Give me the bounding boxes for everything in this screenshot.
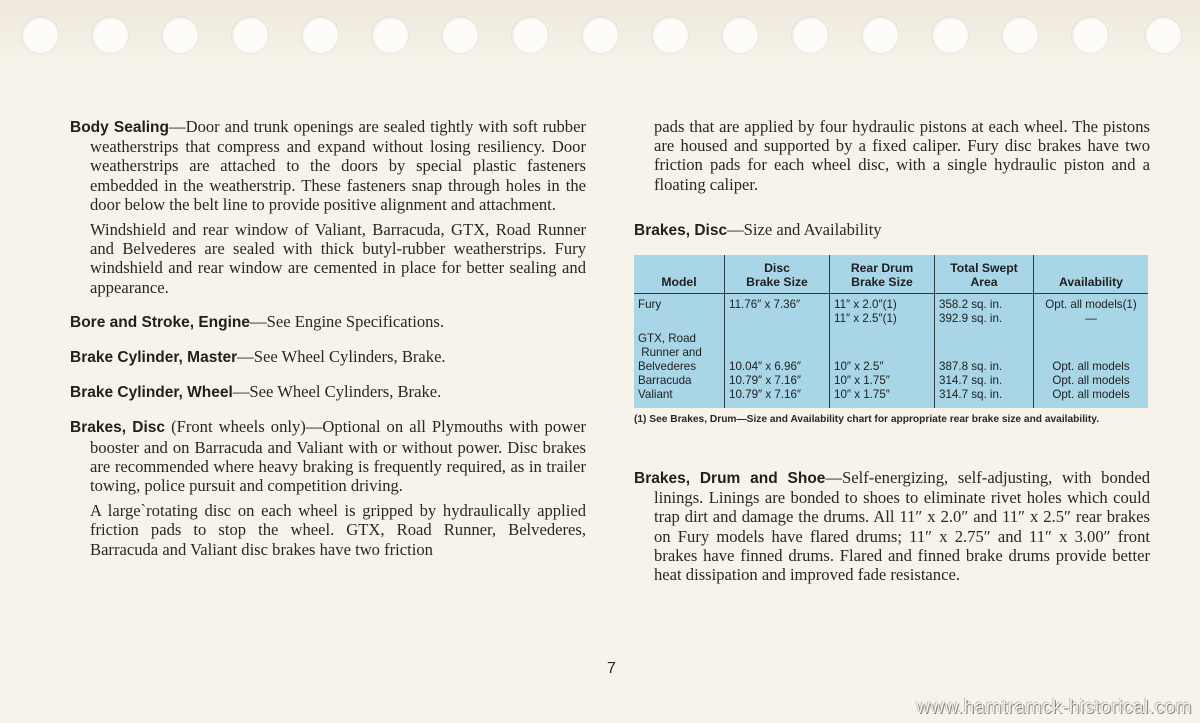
cell-model: Fury <box>638 298 662 311</box>
body-sealing-para <box>70 117 586 214</box>
binding-hole <box>1002 17 1038 53</box>
cell-model: GTX, Road Runner and Belvederes <box>638 332 702 373</box>
cell-avail: Opt. all models <box>1034 388 1149 408</box>
binding-hole <box>302 17 338 53</box>
binding-hole <box>92 17 128 53</box>
table-row-fury <box>634 294 1148 327</box>
page-number: 7 <box>607 660 616 677</box>
binding-hole <box>932 17 968 53</box>
binding-hole <box>652 17 688 53</box>
cell-disc: 10.04″ x 6.96″ <box>725 326 830 374</box>
brake-cyl-master-heading: Brake Cylinder, Master <box>70 349 238 367</box>
cell-disc: 11.76″ x 7.36″ <box>725 294 830 327</box>
right-column <box>634 117 1150 200</box>
brakes-drum-text: —Self-energizing, self-adjusting, with bonded linings. Linings are bonded to shoes to eliminate rivet holes which could trap dirt and damage the drums. All 11″ x 2.0″ and 11″ x 2.5″ rear brakes on Fury models have flared drums; 11″ x 2.75″ and 11″ x 3.00″ front brakes have finned drums. Flared and finned brake drums provide better heat dissipation and improved fade resistance. <box>654 468 1151 585</box>
binding-hole <box>1145 17 1181 53</box>
brakes-drum-para <box>634 468 1150 584</box>
cell-swept: 314.7 sq. in. <box>935 388 1034 408</box>
col-disc-brake-size: Disc Brake Size <box>725 255 830 294</box>
col-rear-drum-size: Rear Drum Brake Size <box>830 255 935 294</box>
cell-disc: 10.79″ x 7.16″ <box>725 374 830 388</box>
table-row-barracuda <box>634 374 1148 388</box>
cell-swept: 387.8 sq. in. <box>935 326 1034 374</box>
disc-spec-table-wrap <box>634 255 1150 425</box>
binding-hole <box>232 17 268 53</box>
disc-table-subheading: —Size and Availability <box>727 220 882 239</box>
brake-cyl-master-para <box>70 347 586 367</box>
body-sealing-para-2: Windshield and rear window of Valiant, Barracuda, GTX, Road Runner and Belvederes are sealed with thick butyl-rubber weatherstrips. Fury windshield and rear window are cemented in place for better sealing and appearance. <box>90 220 586 297</box>
cell-avail: Opt. all models <box>1034 374 1149 388</box>
binding-hole <box>442 17 478 53</box>
binding-hole <box>792 17 828 53</box>
col-availability: Availability <box>1034 255 1149 294</box>
brake-cyl-master-text: —See Wheel Cylinders, Brake. <box>237 347 446 367</box>
cell-model: Valiant <box>638 388 673 401</box>
disc-continuation-para: pads that are applied by four hydraulic pistons at each wheel. The pistons are housed and supported by a fixed caliper. Fury disc brakes have two friction pads for each wheel disc, with a single hydraulic piston and a floating caliper. <box>654 117 1150 194</box>
entry-brake-cylinder-master <box>70 347 586 367</box>
binding-hole <box>582 17 618 53</box>
cell-disc: 10.79″ x 7.16″ <box>725 388 830 408</box>
cell-avail: Opt. all models(1) — <box>1034 294 1149 327</box>
col-model: Model <box>634 255 725 294</box>
entry-bore-stroke <box>70 312 586 332</box>
cell-model: Barracuda <box>638 374 692 387</box>
bore-stroke-para <box>70 312 586 332</box>
binding-hole <box>162 17 198 53</box>
table-header-row <box>634 255 1148 294</box>
cell-rear: 10″ x 1.75″ <box>830 388 935 408</box>
brake-cyl-wheel-para <box>70 382 586 402</box>
brake-cyl-wheel-heading: Brake Cylinder, Wheel <box>70 384 233 402</box>
disc-table-heading: Brakes, Disc <box>634 222 728 239</box>
site-watermark: www.hamtramck-historical.com <box>916 697 1192 718</box>
cell-rear: 10″ x 1.75″ <box>830 374 935 388</box>
brakes-disc-text: (Front wheels only)—Optional on all Plymouths with power booster and on Barracuda and Valiant with or without power. Disc brakes are recommended where heavy braking is frequently required, as in trailer towing, police pursuit and competition driving. <box>90 417 587 496</box>
table-footnote: (1) See Brakes, Drum—Size and Availability chart for appropriate rear brake size and availability. <box>634 414 1100 425</box>
table-row-gtx <box>634 326 1148 374</box>
cell-avail: Opt. all models <box>1034 326 1149 374</box>
bore-stroke-heading: Bore and Stroke, Engine <box>70 313 251 331</box>
brakes-disc-heading: Brakes, Disc <box>70 419 165 437</box>
brake-cyl-wheel-text: —See Wheel Cylinders, Brake. <box>232 382 442 402</box>
cell-swept: 314.7 sq. in. <box>935 374 1034 388</box>
binding-hole <box>1072 17 1108 53</box>
body-sealing-heading: Body Sealing <box>70 119 169 136</box>
binding-hole <box>372 17 408 53</box>
brakes-disc-para-2: A large`rotating disc on each wheel is gripped by hydraulically applied friction pads to stop the wheel. GTX, Road Runner, Belvederes, Barracuda and Valiant disc brakes have two friction <box>90 501 586 559</box>
cell-swept: 358.2 sq. in. 392.9 sq. in. <box>935 294 1034 327</box>
binding-hole <box>22 17 58 53</box>
cell-rear: 10″ x 2.5″ <box>830 326 935 374</box>
col-total-swept-area: Total Swept Area <box>935 255 1034 294</box>
disc-spec-table <box>634 255 1148 408</box>
left-column <box>70 117 586 574</box>
brakes-disc-para <box>70 417 586 495</box>
disc-table-heading-line <box>634 220 882 240</box>
bore-stroke-text: —See Engine Specifications. <box>250 311 445 331</box>
binding-hole <box>512 17 548 53</box>
cell-rear: 11″ x 2.0″(1) 11″ x 2.5″(1) <box>830 294 935 327</box>
entry-body-sealing <box>70 117 586 297</box>
body-sealing-text: —Door and trunk openings are sealed tightly with soft rubber weatherstrips that compress and expand without losing resiliency. Door weatherstrips are attached to the doors by special plastic fasteners embedded in the weatherstrip. These fasteners snap through holes in the door below the belt line to provide positive alignment and attachment. <box>90 117 586 214</box>
entry-brakes-disc <box>70 417 586 558</box>
table-row-valiant <box>634 388 1148 408</box>
entry-brakes-drum <box>634 468 1150 590</box>
entry-brake-cylinder-wheel <box>70 382 586 402</box>
binding-hole <box>862 17 898 53</box>
brakes-drum-heading: Brakes, Drum and Shoe <box>634 470 826 487</box>
binding-hole <box>722 17 758 53</box>
